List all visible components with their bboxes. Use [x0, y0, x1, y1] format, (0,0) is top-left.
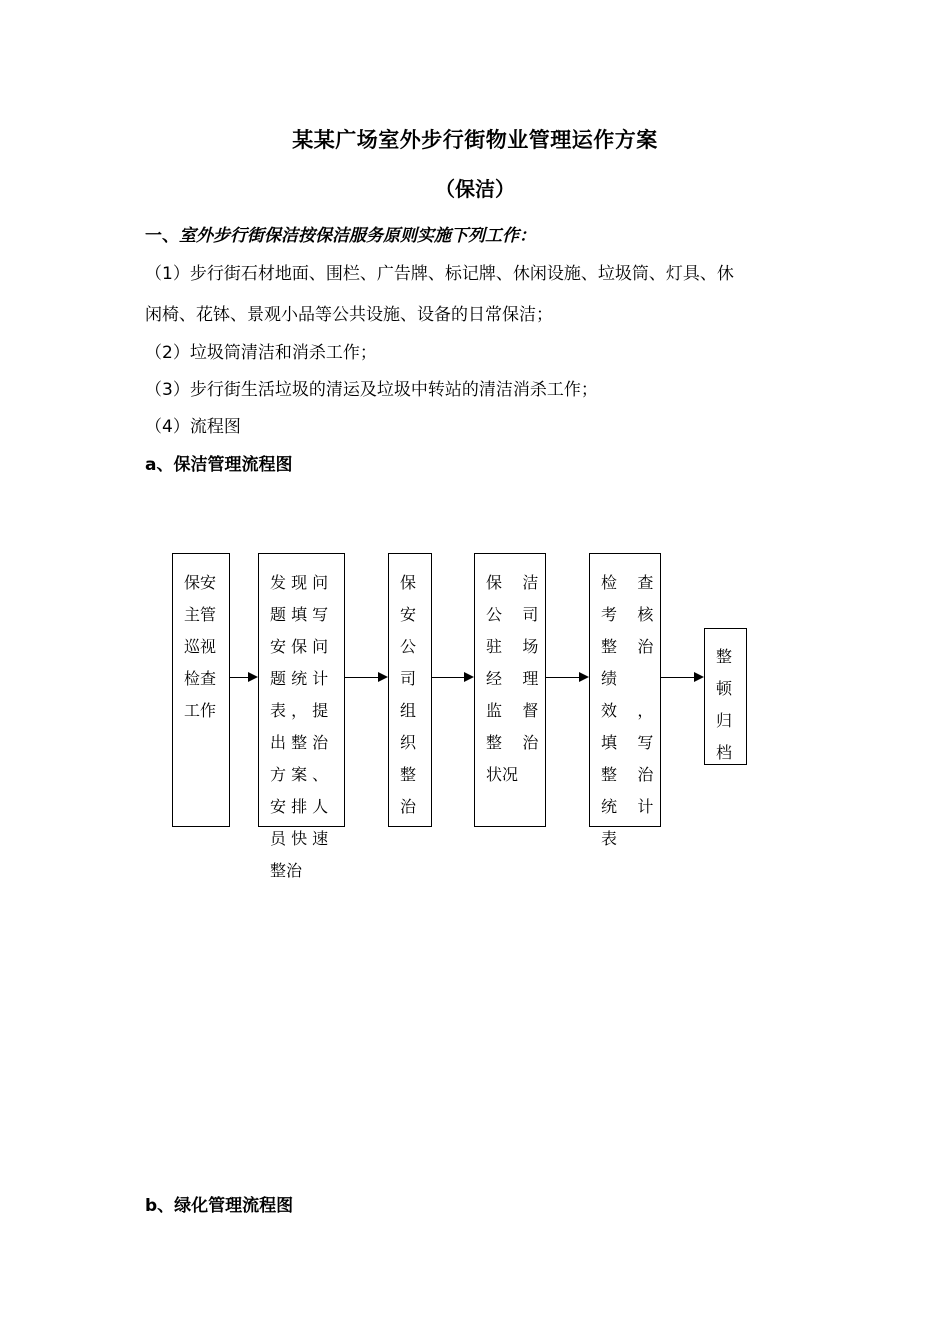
document-subtitle: （保洁）	[435, 177, 515, 201]
flow-step-2-text: 发 现 问 题 填 写 安 保 问 题 统 计 表 ， 提 出 整 治 方 案 、 安 排 人 员 快 速 整治	[270, 573, 329, 880]
section-heading	[145, 221, 536, 246]
flow-step-4-text: 保 洁 公 司 驻 场 经 理 监 督 整 治 状况	[486, 573, 539, 784]
flow-step-1-text: 保安 主管 巡视 检查 工作	[184, 573, 217, 720]
section-heading-text: 室外步行街保洁按保洁服务原则实施下列工作：	[179, 226, 536, 246]
flow-arrow-5-icon	[694, 672, 704, 682]
item-2: （2）垃圾筒清洁和消杀工作；	[145, 343, 377, 363]
flow-arrow-2-icon	[378, 672, 388, 682]
flow-arrow-1-icon	[248, 672, 258, 682]
subheading-greening-flowchart: b、绿化管理流程图	[145, 1196, 294, 1216]
item-1-line-1: （1）步行街石材地面、围栏、广告牌、标记牌、休闲设施、垃圾筒、灯具、休	[145, 264, 734, 284]
flow-arrow-4-line	[546, 677, 579, 678]
flow-arrow-5-line	[661, 677, 694, 678]
flow-arrow-3-line	[432, 677, 464, 678]
item-1-line-2: 闲椅、花钵、景观小品等公共设施、设备的日常保洁；	[145, 305, 553, 325]
item-3: （3）步行街生活垃圾的清运及垃圾中转站的清洁消杀工作；	[145, 380, 598, 400]
flow-arrow-3-icon	[464, 672, 474, 682]
section-number: 一、	[145, 226, 179, 246]
flow-step-5-text: 检 查 考 核 整 治 绩 效 ， 填 写 整 治 统 计 表	[601, 573, 654, 848]
flow-arrow-1-line	[230, 677, 250, 678]
flow-arrow-4-icon	[579, 672, 589, 682]
flow-step-6-text: 整 顿 归 档	[716, 647, 733, 762]
flow-arrow-2-line	[345, 677, 378, 678]
subheading-cleaning-flowchart: a、保洁管理流程图	[145, 455, 293, 475]
flow-step-3-text: 保 安 公 司 组 织 整 治	[400, 573, 417, 816]
document-title: 某某广场室外步行街物业管理运作方案	[292, 128, 658, 152]
item-4: （4）流程图	[145, 417, 241, 437]
